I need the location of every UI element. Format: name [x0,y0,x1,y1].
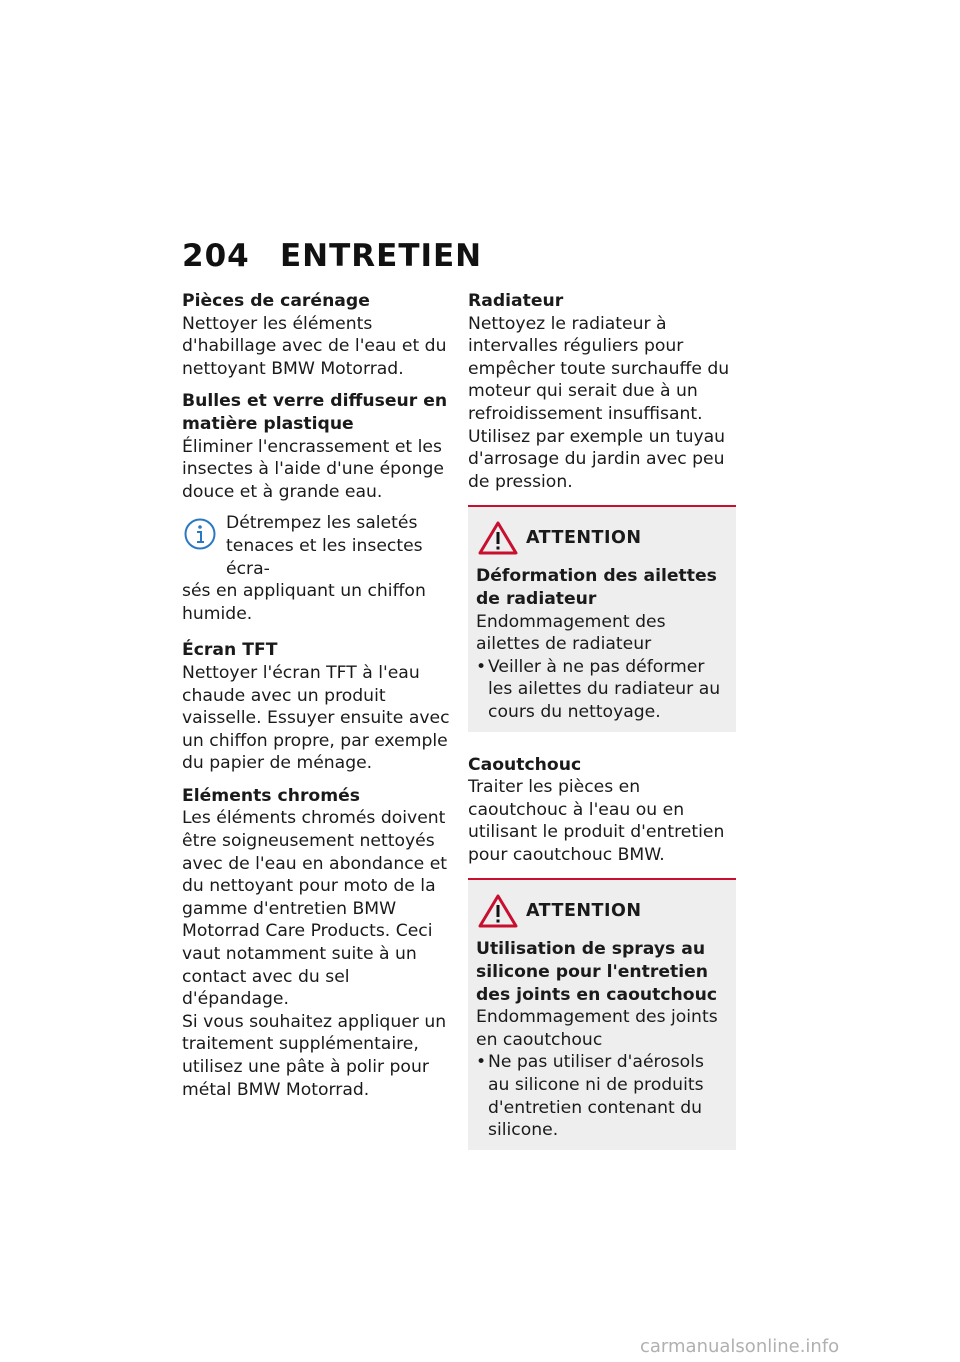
bullet-dot: • [476,656,487,677]
section-title-carenage: Pièces de carénage [182,291,370,311]
page-header [182,238,482,274]
page-number: 204 [182,238,250,274]
section-title-chromes: Eléments chromés [182,785,361,806]
warning-bullet [476,656,726,724]
warning-header [476,894,726,928]
warning-triangle-icon [478,521,518,555]
warning-box-radiateur [468,505,736,731]
section-text-radiateur-2: Utilisez par exemple un tuyau d'arrosage du jardin avec peu de pression. [468,426,726,492]
warning-label: ATTENTION [526,528,642,549]
warning-bullet-text: Veiller à ne pas déformer les ailettes du radiateur au cours du nettoyage. [488,656,721,722]
bullet-dot: • [476,1052,487,1073]
warning-label: ATTENTION [526,901,642,922]
section-text-caoutchouc: Traiter les pièces en caoutchouc à l'eau ou en utilisant le produit d'entretien pour caoutchouc BMW. [468,777,725,865]
section-title-radiateur: Radiateur [468,291,564,311]
section-text-chromes-1: Les éléments chromés doivent être soigneusement nettoyés avec de l'eau en abondance et du nettoyant pour moto de la gamme d'entretien BMW Motorrad Care Products. Ceci vaut notamment suite à un contact avec du sel d'épandage. [182,808,448,1010]
warning-title: Déformation des ailettes de radiateur [476,566,717,609]
warning-bullet-text: Ne pas utiliser d'aérosols au silicone ni de produits d'entretien contenant du silicone. [488,1052,704,1141]
section-title-caoutchouc: Caoutchouc [468,754,582,775]
warning-bullet [476,1051,726,1141]
right-column [468,290,736,1172]
watermark: carmanualsonline.info [640,1336,840,1357]
section-title-tft: Écran TFT [182,640,278,661]
left-column [182,290,450,1110]
info-icon [182,516,218,552]
section-title-bulles: Bulles et verre diffuseur en matière plastique [182,391,448,434]
section-text-tft: Nettoyer l'écran TFT à l'eau chaude avec un produit vaisselle. Essuyer ensuite avec un chiffon propre, par exemple du papier de ménage. [182,662,450,774]
chapter-title: ENTRETIEN [280,238,483,274]
warning-text: Endommagement des ailettes de radiateur [476,611,666,655]
warning-box-caoutchouc [468,878,736,1149]
section-text-radiateur-1: Nettoyez le radiateur à intervalles réguliers pour empêcher toute surchauffe du moteur qui serait due à un refroidissement insuffisant. [468,313,730,424]
warning-header [476,521,726,555]
warning-triangle-icon [478,894,518,928]
info-note [182,512,450,625]
info-note-text-b: sés en appliquant un chiffon humide. [182,581,426,624]
section-text-bulles: Éliminer l'encrassement et les insectes à l'aide d'une éponge douce et à grande eau. [182,436,444,502]
warning-text: Endommagement des joints en caoutchouc [476,1007,718,1050]
info-note-text-a: Détrempez les saletés tenaces et les insectes écra- [226,513,423,579]
warning-title: Utilisation de sprays au silicone pour l'entretien des joints en caoutchouc [476,939,718,1005]
section-text-chromes-2: Si vous souhaitez appliquer un traitement supplémentaire, utilisez une pâte à polir pour métal BMW Motorrad. [182,1011,447,1100]
section-text-carenage: Nettoyer les éléments d'habillage avec de l'eau et du nettoyant BMW Motorrad. [182,313,447,379]
